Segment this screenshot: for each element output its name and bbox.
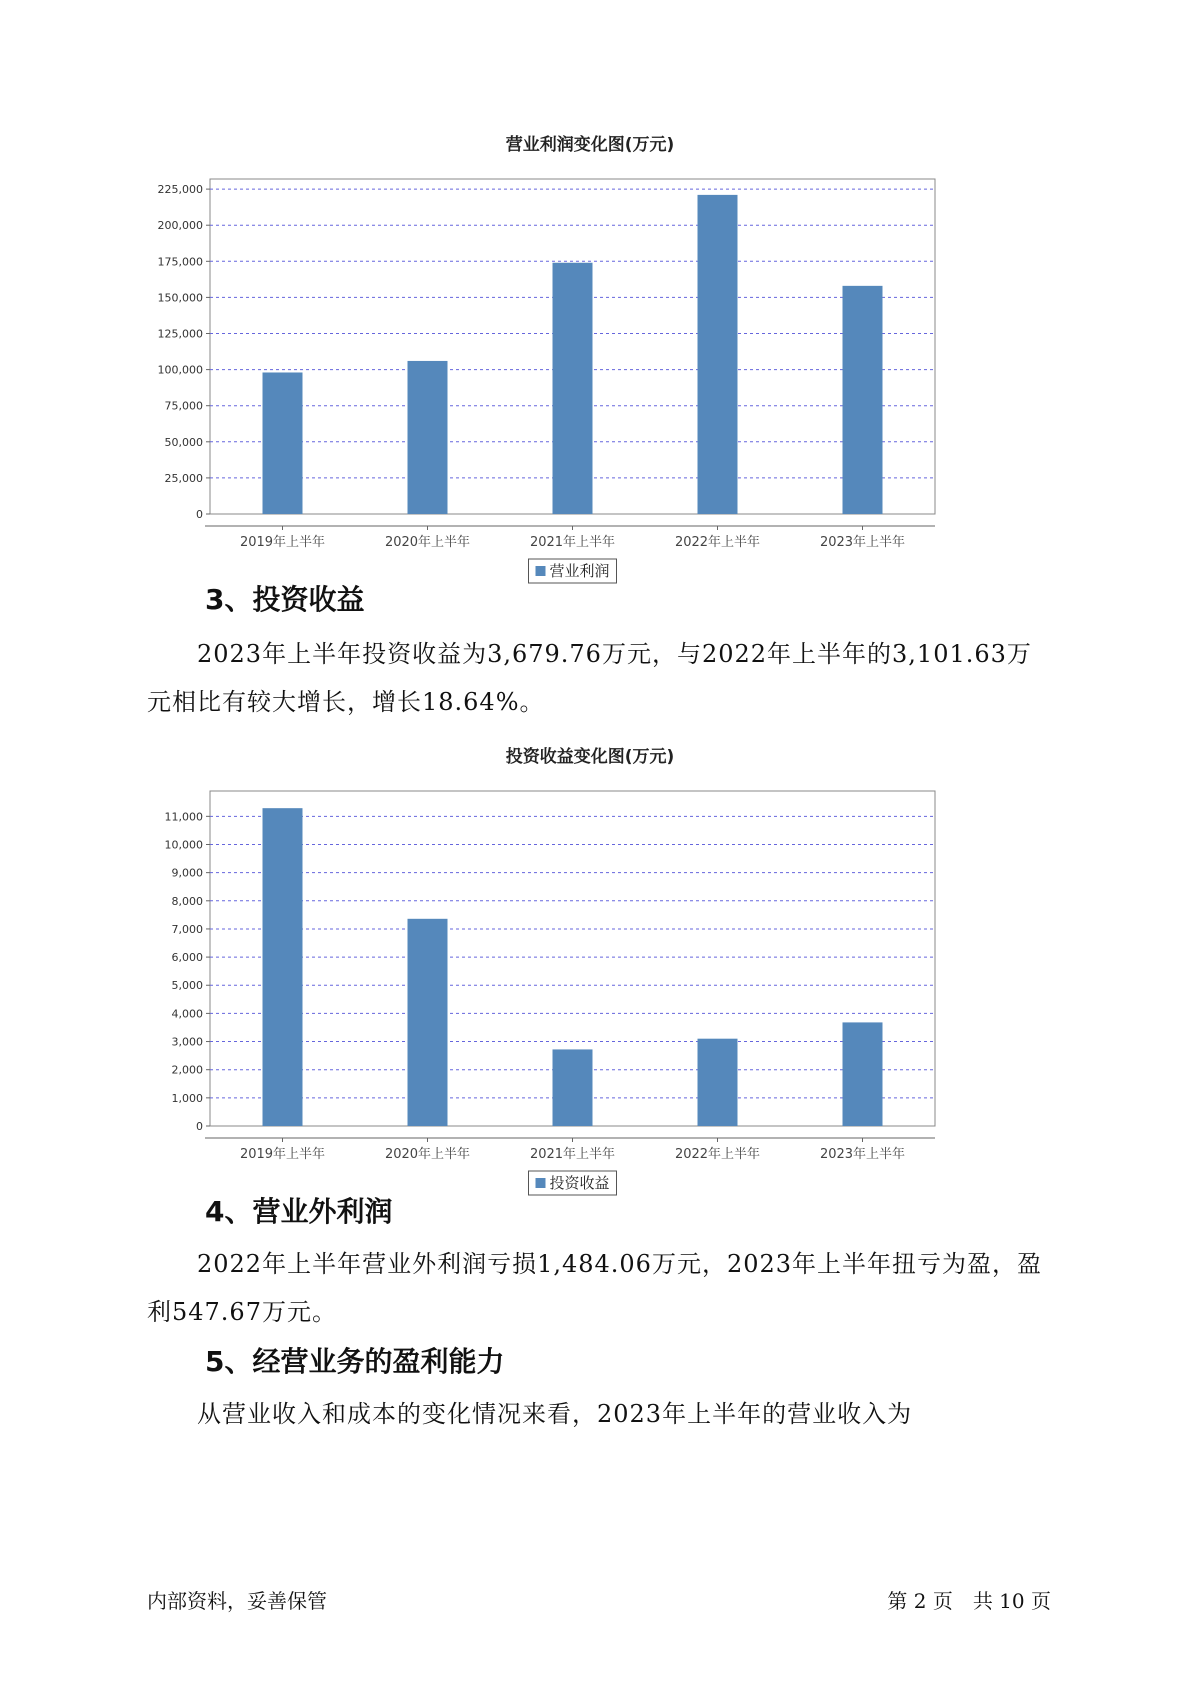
x-tick-label: 2021年上半年 — [529, 1147, 616, 1162]
footer-confidential-note: 内部资料，妥善保管 — [147, 1589, 327, 1613]
y-tick-label: 50,000 — [164, 435, 203, 449]
chart-title: 营业利润变化图(万元) — [505, 135, 675, 155]
y-tick-label: 7,000 — [171, 922, 203, 936]
section-heading-profitability: 5、经营业务的盈利能力 — [205, 1345, 505, 1378]
bar-2022年上半年 — [698, 195, 738, 514]
y-tick-label: 100,000 — [157, 363, 203, 377]
y-tick-label: 0 — [196, 1120, 203, 1133]
footer-page-number: 第 2 页 共 10 页 — [887, 1589, 1051, 1613]
y-tick-label: 5,000 — [171, 979, 203, 993]
bar-2023年上半年 — [843, 1022, 883, 1126]
legend-label: 投资收益 — [549, 1174, 610, 1192]
y-tick-label: 225,000 — [157, 183, 203, 197]
bar-2022年上半年 — [698, 1039, 738, 1126]
legend-label: 营业利润 — [549, 562, 610, 580]
paragraph-profitability: 从营业收入和成本的变化情况来看，2023年上半年的营业收入为 — [197, 1400, 913, 1428]
y-tick-label: 4,000 — [171, 1007, 203, 1021]
y-tick-label: 10,000 — [164, 838, 203, 852]
bar-2023年上半年 — [843, 286, 883, 514]
chart-title: 投资收益变化图(万元) — [505, 747, 675, 767]
investment-income-chart-svg — [150, 781, 1030, 1201]
y-tick-label: 200,000 — [157, 219, 203, 233]
legend-swatch — [536, 566, 546, 576]
legend — [529, 559, 617, 583]
x-tick-label: 2023年上半年 — [819, 535, 906, 550]
y-tick-label: 25,000 — [164, 471, 203, 485]
y-tick-label: 1,000 — [171, 1091, 203, 1105]
bar-2021年上半年 — [553, 263, 593, 514]
y-tick-label: 8,000 — [171, 894, 203, 908]
y-tick-label: 3,000 — [171, 1035, 203, 1049]
paragraph-investment-income: 2023年上半年投资收益为3,679.76万元，与2022年上半年的3,101.63万元相比有较大增长，增长18.64%。 — [147, 640, 1032, 716]
paragraph-non-operating-profit: 2022年上半年营业外利润亏损1,484.06万元，2023年上半年扭亏为盈，盈利547.67万元。 — [147, 1250, 1043, 1326]
section-heading-investment-income: 3、投资收益 — [205, 583, 365, 616]
x-tick-label: 2022年上半年 — [674, 1147, 761, 1162]
x-tick-label: 2021年上半年 — [529, 535, 616, 550]
section-heading-non-operating-profit: 4、营业外利润 — [205, 1195, 393, 1228]
bar-2019年上半年 — [263, 372, 303, 514]
investment-income-chart — [150, 742, 1030, 1201]
y-tick-label: 0 — [196, 508, 203, 521]
legend-swatch — [536, 1178, 546, 1188]
operating-profit-chart-svg — [150, 169, 1030, 589]
y-tick-label: 150,000 — [157, 291, 203, 305]
x-tick-label: 2022年上半年 — [674, 535, 761, 550]
legend — [529, 1171, 617, 1195]
x-tick-label: 2020年上半年 — [384, 1147, 471, 1162]
x-tick-label: 2019年上半年 — [239, 1147, 326, 1162]
y-tick-label: 125,000 — [157, 327, 203, 341]
y-tick-label: 75,000 — [164, 399, 203, 413]
y-tick-label: 2,000 — [171, 1063, 203, 1077]
y-tick-label: 9,000 — [171, 866, 203, 880]
y-tick-label: 6,000 — [171, 951, 203, 965]
operating-profit-chart — [150, 130, 1030, 589]
x-tick-label: 2023年上半年 — [819, 1147, 906, 1162]
y-tick-label: 11,000 — [164, 810, 203, 824]
x-tick-label: 2019年上半年 — [239, 535, 326, 550]
bar-2020年上半年 — [408, 361, 448, 514]
bar-2020年上半年 — [408, 919, 448, 1126]
bar-2021年上半年 — [553, 1049, 593, 1126]
x-tick-label: 2020年上半年 — [384, 535, 471, 550]
bar-2019年上半年 — [263, 808, 303, 1126]
y-tick-label: 175,000 — [157, 255, 203, 269]
